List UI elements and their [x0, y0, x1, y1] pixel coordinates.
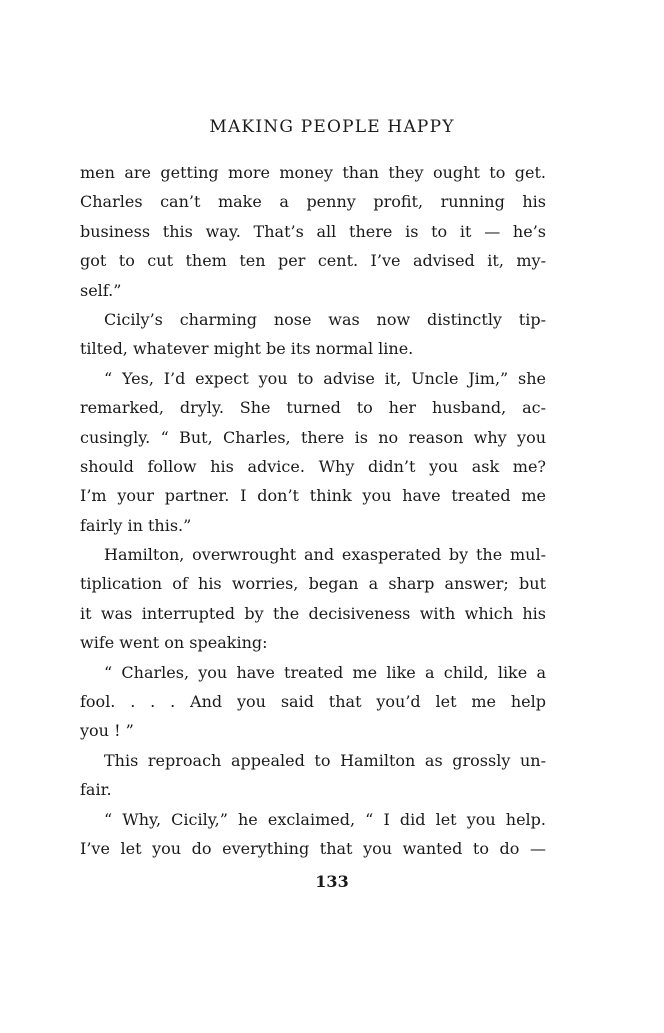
text-line: “ Charles, you have treated me like a child, like a — [104, 662, 546, 682]
text-line: This reproach appealed to Hamilton as grossly un- — [104, 750, 546, 770]
page-number: 133 — [315, 872, 349, 891]
text-line: fairly in this.” — [80, 515, 192, 535]
text-line: “ Yes, I’d expect you to advise it, Uncle Jim,” she — [104, 368, 546, 388]
text-line: tilted, whatever might be its normal line. — [80, 339, 414, 359]
text-line: I’ve let you do everything that you wanted to do — — [80, 838, 546, 858]
body-text — [80, 158, 546, 863]
text-line: tiplication of his worries, began a sharp answer; but — [80, 574, 546, 594]
text-line: self.” — [80, 280, 122, 300]
text-line: cusingly. “ But, Charles, there is no reason why you — [80, 427, 546, 447]
text-line: you ! ” — [80, 721, 134, 741]
text-line: should follow his advice. Why didn’t you ask me? — [80, 456, 546, 476]
text-line: remarked, dryly. She turned to her husband, ac- — [80, 398, 546, 418]
text-line: Charles can’t make a penny profit, running his — [80, 192, 546, 212]
running-head: MAKING PEOPLE HAPPY — [209, 117, 455, 137]
text-line: “ Why, Cicily,” he exclaimed, “ I did let you help. — [104, 809, 546, 829]
text-line: I’m your partner. I don’t think you have treated me — [80, 486, 546, 506]
text-line: got to cut them ten per cent. I’ve advised it, my- — [80, 251, 546, 271]
text-line: Cicily’s charming nose was now distinctly tip- — [104, 309, 546, 329]
text-line: wife went on speaking: — [80, 633, 268, 653]
text-line: men are getting more money than they ought to get. — [80, 163, 546, 182]
text-line: fair. — [80, 780, 112, 800]
text-line: Hamilton, overwrought and exasperated by the mul- — [104, 545, 546, 565]
text-line: it was interrupted by the decisiveness with which his — [80, 603, 546, 623]
text-line: business this way. That’s all there is to it — he’s — [80, 221, 546, 241]
text-line: fool. . . . And you said that you’d let me help — [80, 692, 546, 712]
